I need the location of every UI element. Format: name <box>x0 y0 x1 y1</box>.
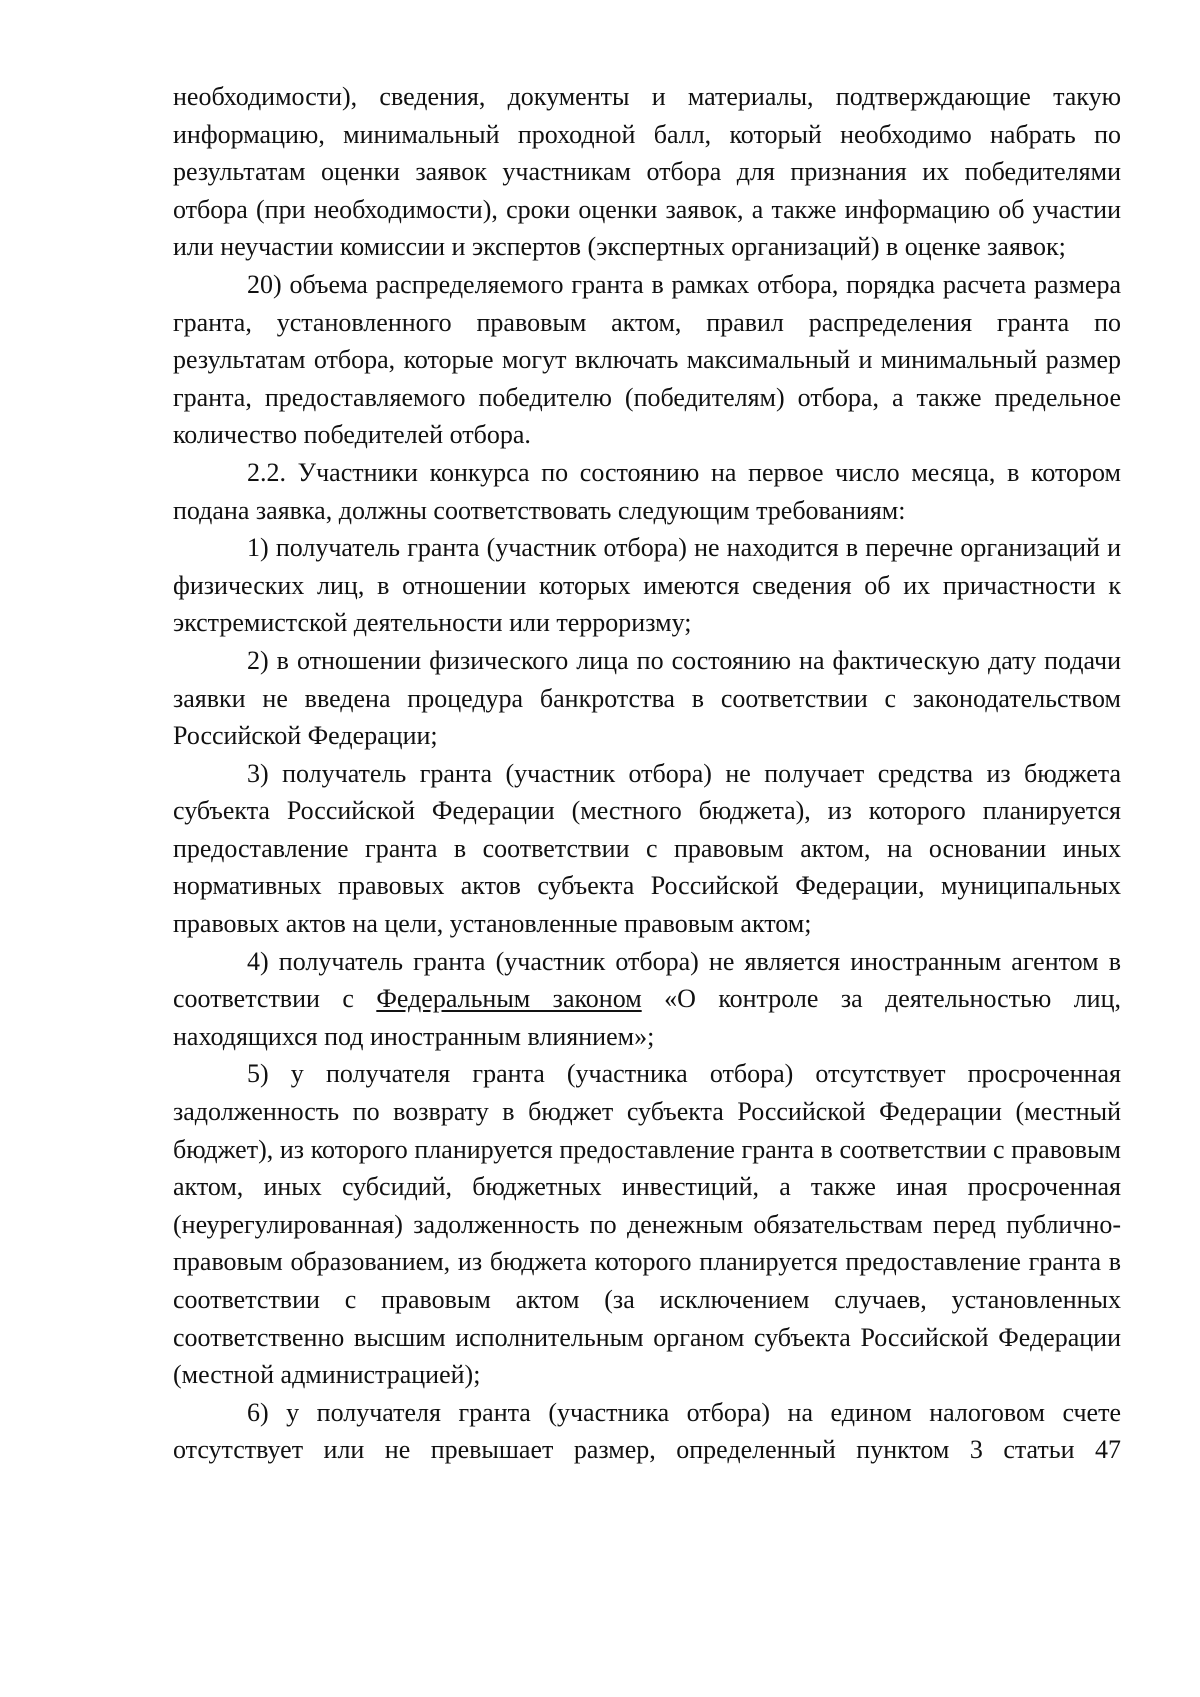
paragraph-requirement-2: 2) в отношении физического лица по состоянию на фактическую дату подачи заявки не введена процедура банкротства в соответствии с законодательством Российской Федерации; <box>173 645 1121 751</box>
paragraph-requirement-6: 6) у получателя гранта (участника отбора) на едином налоговом счете отсутствует или не превышает размер, определенный пунктом 3 статьи 47 <box>173 1397 1121 1465</box>
paragraph-continuation: необходимости), сведения, документы и материалы, подтверждающие такую информацию, минимальный проходной балл, который необходимо набрать по результатам оценки заявок участникам отбора для признания их победителями отбора (при необходимости), сроки оценки заявок, а также информацию об участии или неучастии комиссии и экспертов (экспертных организаций) в оценке заявок; <box>173 82 1121 262</box>
paragraph-requirement-1: 1) получатель гранта (участник отбора) не находится в перечне организаций и физических лиц, в отношении которых имеются сведения об их причастности к экстремистской деятельности или терроризму; <box>173 533 1121 638</box>
requirement-4-text-end: «О контроле за деятельностью лиц, находящихся под иностранным влиянием»; <box>173 984 1121 1051</box>
paragraph-item-20: 20) объема распределяемого гранта в рамках отбора, порядка расчета размера гранта, установленного правовым актом, правил распределения гранта по результатам отбора, которые могут включать максимальный и минимальный размер гранта, предоставляемого победителю (победителям) отбора, а также предельное количество победителей отбора. <box>173 269 1121 450</box>
paragraph-section-2-2: 2.2. Участники конкурса по состоянию на первое число месяца, в котором подана заявка, должны соответствовать следующим требованиям: <box>173 457 1121 525</box>
requirement-4-text-start: 4) получатель гранта (участник отбора) не является иностранным агентом в соответствии с <box>173 946 1121 1014</box>
paragraph-requirement-4 <box>173 943 1121 1056</box>
paragraph-requirement-3: 3) получатель гранта (участник отбора) не получает средства из бюджета субъекта Российской Федерации (местного бюджета), из которого планируется предоставление гранта в соответствии с правовым актом, на основании иных нормативных правовых актов субъекта Российской Федерации, муниципальных правовых актов на цели, установленные правовым актом; <box>173 758 1121 939</box>
paragraph-requirement-5: 5) у получателя гранта (участника отбора) отсутствует просроченная задолженность по возврату в бюджет субъекта Российской Федерации (местный бюджет), из которого планируется предоставление гранта в соответствии с правовым актом, иных субсидий, бюджетных инвестиций, а также иная просроченная (неурегулированная) задолженность по денежным обязательствам перед публично-правовым образованием, из бюджета которого планируется предоставление гранта в соответствии с правовым актом (за исключением случаев, установленных соответственно высшим исполнительным органом субъекта Российской Федерации (местной администрацией); <box>173 1059 1121 1390</box>
federal-law-link[interactable]: Федеральным законом <box>376 984 642 1014</box>
document-page <box>173 78 1121 1469</box>
